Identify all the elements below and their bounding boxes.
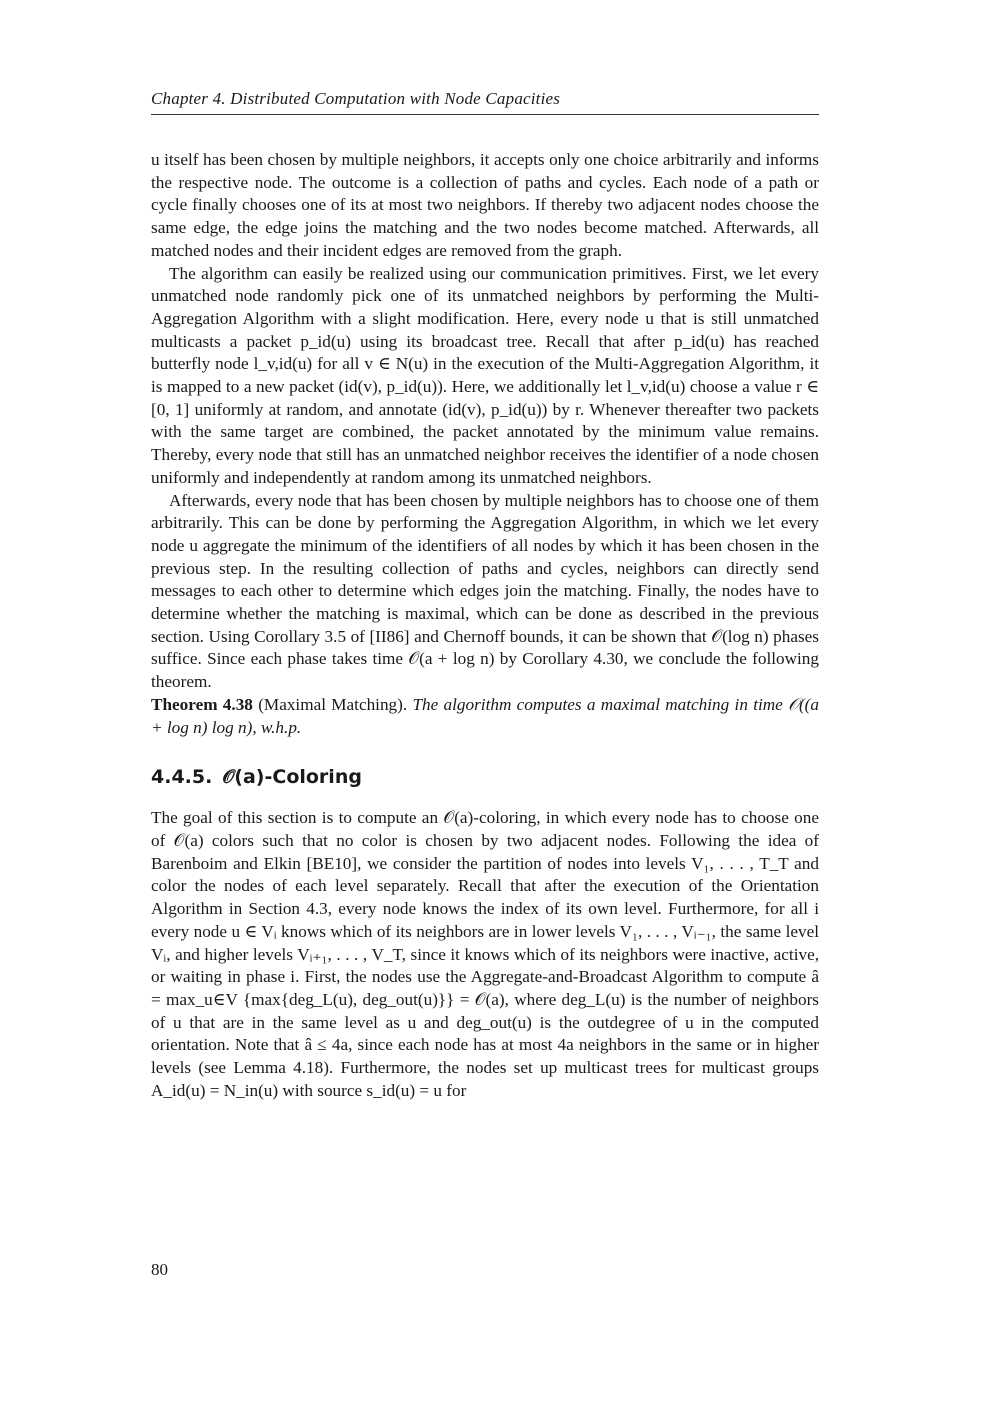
theorem-statement: The algorithm computes a maximal matching in time 𝒪((a + log n) log n), w.h.p. bbox=[151, 694, 819, 737]
running-head: Chapter 4. Distributed Computation with Node Capacities bbox=[151, 88, 819, 115]
document-page bbox=[151, 88, 819, 1102]
theorem-name: (Maximal Matching). bbox=[252, 694, 408, 714]
paragraph: The goal of this section is to compute an 𝒪(a)-coloring, in which every node has to choose one of 𝒪(a) colors such that no color is chosen by two adjacent nodes. Following the idea of Barenboim and Elkin [BE10], we consider the partition of nodes into levels V₁, . . . , T_T and color the nodes of each level separately. Recall that after the execution of the Orientation Algorithm in Section 4.3, every node knows the index of its own level. Furthermore, for all i every node u ∈ Vᵢ knows which of its neighbors are in lower levels V₁, . . . , Vᵢ₋₁, the same level Vᵢ, and higher levels Vᵢ₊₁, . . . , V_T, since it knows which of its neighbors were inactive, active, or waiting in phase i. First, the nodes use the Aggregate-and-Broadcast Algorithm to compute â = max_u∈V {max{deg_L(u), deg_out(u)}} = 𝒪(a), where deg_L(u) is the number of neighbors of u that are in the same level as u and deg_out(u) is the outdegree of u in the computed orientation. Note that â ≤ 4a, since each node has at most 4a neighbors in the same or in higher levels (see Lemma 4.18). Furthermore, the nodes set up multicast trees for multicast groups A_id(u) = N_in(u) with source s_id(u) = u for bbox=[151, 808, 819, 1100]
paragraph: u itself has been chosen by multiple neighbors, it accepts only one choice arbitrarily and informs the respective node. The outcome is a collection of paths and cycles. Each node of a path or cycle finally chooses one of its at most two neighbors. If thereby two adjacent nodes choose the same edge, the edge joins the matching and the two nodes become matched. Afterwards, all matched nodes and their incident edges are removed from the graph. bbox=[151, 150, 819, 260]
section-title: 𝒪(a)-Coloring bbox=[222, 766, 362, 789]
theorem bbox=[151, 694, 819, 739]
paragraph: Afterwards, every node that has been chosen by multiple neighbors has to choose one of them arbitrarily. This can be done by performing the Aggregation Algorithm, in which we let every node u aggregate the minimum of the identifiers of all nodes by which it has been chosen in the previous step. In the resulting collection of paths and cycles, neighbors can directly send messages to each other to determine which edges join the matching. Finally, the nodes have to determine whether the matching is maximal, which can be done as described in the previous section. Using Corollary 3.5 of [II86] and Chernoff bounds, it can be shown that 𝒪(log n) phases suffice. Since each phase takes time 𝒪(a + log n) by Corollary 4.30, we conclude the following theorem. bbox=[151, 490, 819, 692]
paragraph: The algorithm can easily be realized using our communication primitives. First, we let every unmatched node randomly pick one of its unmatched neighbors by performing the Multi-Aggregation Algorithm with a slight modification. Here, every node u that is still unmatched multicasts a packet p_id(u) using its broadcast tree. Recall that after p_id(u) has reached butterfly node l_v,id(u) for all v ∈ N(u) in the execution of the Multi-Aggregation Algorithm, it is mapped to a new packet (id(v), p_id(u)). Here, we additionally let l_v,id(u) choose a value r ∈ [0, 1] uniformly at random, and annotate (id(v), p_id(u)) by r. Whenever thereafter two packets with the same target are combined, the packet annotated by the minimum value remains. Thereby, every node that still has an unmatched neighbor receives the identifier of a node chosen uniformly and independently at random among its unmatched neighbors. bbox=[151, 263, 819, 487]
section-number: 4.4.5. bbox=[151, 766, 213, 789]
section-heading bbox=[151, 765, 819, 789]
body-text bbox=[151, 149, 819, 1102]
page-number: 80 bbox=[151, 1260, 168, 1279]
theorem-label: Theorem 4.38 bbox=[151, 694, 253, 714]
